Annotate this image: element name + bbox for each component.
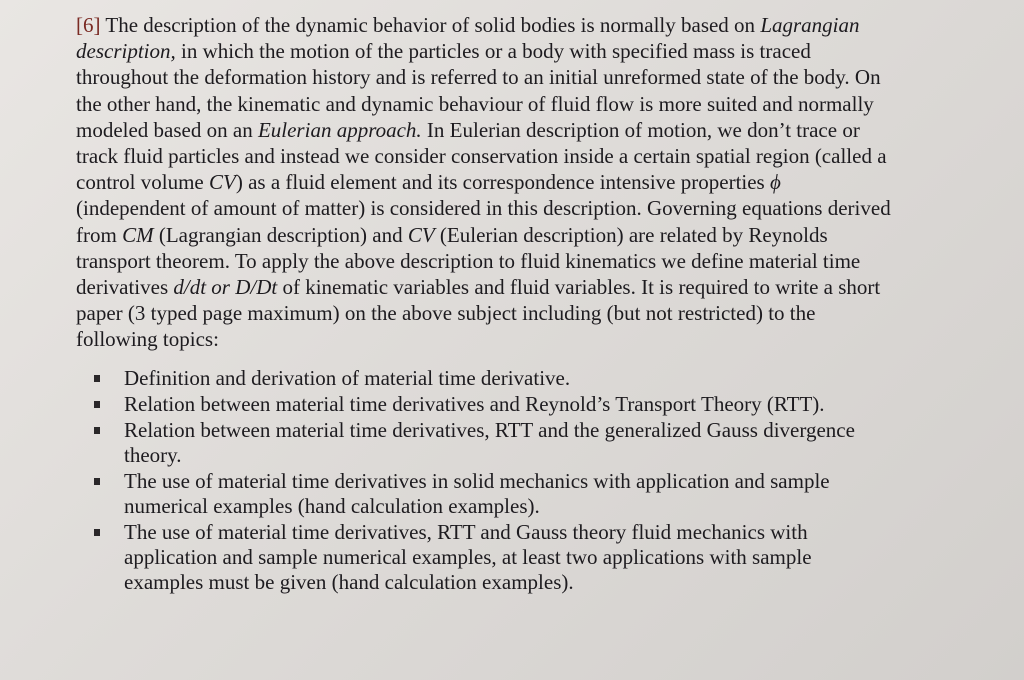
text-segment: In Eulerian description of motion, we don’t trace or bbox=[421, 117, 860, 142]
topic-item-text: numerical examples (hand calculation examples). bbox=[124, 494, 540, 518]
topic-item-text: Relation between material time derivatives, RTT and the generalized Gauss divergence bbox=[124, 418, 855, 442]
paragraph-line bbox=[76, 274, 976, 300]
topic-item-text: The use of material time derivatives in solid mechanics with application and sample bbox=[124, 469, 830, 493]
square-bullet-icon bbox=[94, 401, 100, 408]
paragraph-line bbox=[76, 169, 976, 195]
paragraph-line bbox=[76, 326, 976, 352]
italic-term: CV bbox=[208, 170, 236, 195]
italic-term: description, bbox=[76, 39, 176, 64]
text-segment: (Lagrangian description) and bbox=[153, 222, 408, 247]
italic-term: CM bbox=[122, 222, 154, 247]
topic-item bbox=[92, 392, 972, 417]
text-segment: The description of the dynamic behavior of solid bodies is normally based on bbox=[100, 13, 761, 37]
topic-item-text: Relation between material time derivatives and Reynold’s Transport Theory (RTT). bbox=[124, 392, 825, 416]
paragraph-line bbox=[76, 248, 976, 274]
text-segment: modeled based on an bbox=[76, 117, 258, 142]
text-segment: (Eulerian description) are related by Reynolds bbox=[434, 222, 828, 247]
square-bullet-icon bbox=[94, 529, 100, 536]
paragraph-line bbox=[76, 117, 976, 143]
topic-list bbox=[92, 366, 972, 595]
paragraph-line bbox=[76, 143, 976, 169]
paragraph-line bbox=[76, 195, 976, 221]
text-segment: derivatives bbox=[76, 275, 174, 300]
topic-item bbox=[92, 469, 972, 519]
square-bullet-icon bbox=[94, 427, 100, 434]
topic-item bbox=[92, 418, 972, 468]
paragraph-line bbox=[76, 64, 976, 90]
text-segment: ) as a fluid element and its correspondence intensive properties bbox=[235, 170, 770, 195]
problem-number: [6] bbox=[76, 13, 101, 37]
paragraph-line bbox=[76, 38, 976, 64]
text-segment: of kinematic variables and fluid variables. It is required to write a short bbox=[277, 275, 881, 300]
text-segment: paper (3 typed page maximum) on the above subject including (but not restricted) to the bbox=[76, 301, 816, 326]
italic-term: CV bbox=[407, 222, 435, 247]
paragraph-line bbox=[76, 300, 976, 326]
text-segment: from bbox=[76, 222, 123, 247]
text-segment: following topics: bbox=[76, 327, 219, 352]
italic-term: Eulerian approach. bbox=[257, 117, 422, 142]
problem-paragraph bbox=[76, 12, 976, 353]
italic-term: ϕ bbox=[769, 170, 781, 195]
topic-item bbox=[92, 520, 972, 595]
text-segment: in which the motion of the particles or a body with specified mass is traced bbox=[175, 39, 811, 64]
text-segment: (independent of amount of matter) is considered in this description. Governing equations derived bbox=[76, 196, 891, 221]
italic-term: d/dt or D/Dt bbox=[173, 275, 278, 300]
italic-term: Lagrangian bbox=[760, 13, 860, 37]
text-segment: transport theorem. To apply the above description to fluid kinematics we define material time bbox=[76, 248, 861, 273]
paragraph-line bbox=[76, 222, 976, 248]
paragraph-line bbox=[76, 12, 976, 38]
text-segment: the other hand, the kinematic and dynamic behaviour of fluid flow is more suited and normally bbox=[76, 91, 874, 116]
paragraph-line bbox=[76, 91, 976, 117]
square-bullet-icon bbox=[94, 375, 100, 382]
text-segment: throughout the deformation history and is referred to an initial unreformed state of the body. On bbox=[76, 65, 881, 90]
topic-item-text: theory. bbox=[124, 443, 182, 467]
topic-item-text: application and sample numerical examples, at least two applications with sample bbox=[124, 545, 812, 569]
square-bullet-icon bbox=[94, 478, 100, 485]
topic-item bbox=[92, 366, 972, 391]
topic-item-text: examples must be given (hand calculation examples). bbox=[124, 570, 574, 594]
topic-item-text: The use of material time derivatives, RTT and Gauss theory fluid mechanics with bbox=[124, 520, 808, 544]
text-segment: control volume bbox=[76, 170, 209, 195]
topic-item-text: Definition and derivation of material time derivative. bbox=[124, 366, 571, 390]
text-segment: track fluid particles and instead we consider conservation inside a certain spatial region (called a bbox=[76, 144, 887, 169]
